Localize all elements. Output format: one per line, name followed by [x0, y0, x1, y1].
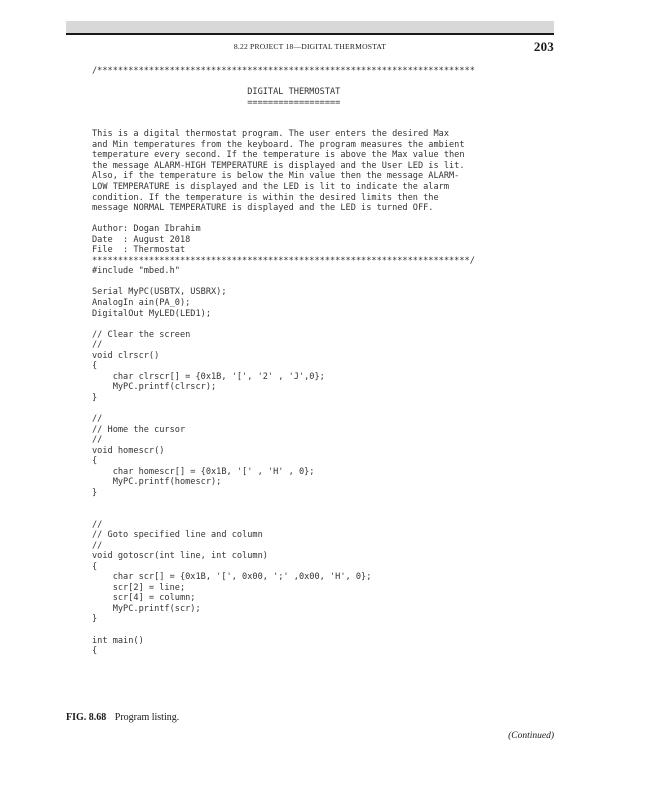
code-line — [92, 277, 552, 288]
code-line: { — [92, 456, 98, 467]
code-line — [92, 498, 552, 509]
code-line: // Home the cursor — [92, 424, 186, 435]
code-line: *************************************************************************/ — [92, 255, 475, 266]
code-line: int main() — [92, 635, 144, 646]
code-line: } — [92, 614, 98, 625]
code-line — [92, 625, 552, 636]
code-line: DIGITAL THERMOSTAT — [92, 87, 341, 98]
code-line: AnalogIn ain(PA_0); — [92, 298, 191, 309]
code-line: scr[2] = line; — [92, 582, 186, 593]
code-line — [92, 404, 552, 415]
code-line: File : Thermostat — [92, 245, 186, 256]
code-line — [92, 214, 552, 225]
code-line: // Clear the screen — [92, 329, 191, 340]
code-line: temperature every second. If the temperature is above the Max value then — [92, 150, 465, 161]
code-line: ================== — [92, 97, 341, 108]
code-line: LOW TEMPERATURE is displayed and the LED is lit to indicate the alarm — [92, 182, 449, 193]
code-line: Also, if the temperature is below the Min value then the message ALARM- — [92, 171, 460, 182]
running-title: 8.22 PROJECT 18—DIGITAL THERMOSTAT — [233, 42, 387, 51]
program-listing — [92, 66, 552, 657]
code-line: MyPC.printf(clrscr); — [92, 382, 217, 393]
code-line: #include "mbed.h" — [92, 266, 180, 277]
figure-label: FIG. 8.68 — [66, 712, 107, 723]
code-line: void gotoscr(int line, int column) — [92, 551, 268, 562]
code-line: Serial MyPC(USBTX, USBRX); — [92, 287, 227, 298]
code-line — [92, 119, 552, 130]
code-line: scr[4] = column; — [92, 593, 196, 604]
code-line: condition. If the temperature is within the desired limits then the — [92, 192, 439, 203]
code-line — [92, 319, 552, 330]
code-line: } — [92, 392, 98, 403]
code-line: DigitalOut MyLED(LED1); — [92, 308, 211, 319]
code-line: // — [92, 519, 103, 530]
code-line: // — [92, 435, 103, 446]
code-line — [92, 77, 552, 88]
code-line: message NORMAL TEMPERATURE is displayed and the LED is turned OFF. — [92, 203, 434, 214]
code-line: This is a digital thermostat program. The user enters the desired Max — [92, 129, 449, 140]
header-rule — [66, 33, 554, 35]
code-line: void homescr() — [92, 445, 165, 456]
code-line: /************************************************************************* — [92, 66, 475, 76]
continued-note: (Continued) — [508, 731, 554, 741]
code-line — [92, 108, 552, 119]
code-line: } — [92, 487, 98, 498]
code-line — [92, 509, 552, 520]
code-line: void clrscr() — [92, 350, 160, 361]
code-line: char scr[] = {0x1B, '[', 0x00, ';' ,0x00, 'H', 0}; — [92, 572, 372, 583]
code-line: // — [92, 414, 103, 425]
figure-caption-text: Program listing. — [114, 712, 180, 723]
code-line: // — [92, 540, 103, 551]
code-line: { — [92, 646, 98, 657]
code-line: Date : August 2018 — [92, 234, 191, 245]
code-line: // — [92, 340, 103, 351]
code-line: { — [92, 361, 98, 372]
page-number: 203 — [533, 39, 554, 54]
code-line: Author: Dogan Ibrahim — [92, 224, 201, 235]
header-shading — [66, 21, 554, 33]
code-line: { — [92, 561, 98, 572]
code-line: MyPC.printf(homescr); — [92, 477, 222, 488]
code-line: char homescr[] = {0x1B, '[' , 'H' , 0}; — [92, 466, 315, 477]
code-line: the message ALARM-HIGH TEMPERATURE is displayed and the User LED is lit. — [92, 160, 465, 171]
code-line: MyPC.printf(scr); — [92, 603, 201, 614]
running-head — [66, 40, 554, 54]
figure-caption — [66, 712, 179, 723]
code-line: and Min temperatures from the keyboard. The program measures the ambient — [92, 139, 465, 150]
code-line: char clrscr[] = {0x1B, '[', '2' , 'J',0}; — [92, 371, 325, 382]
code-line: // Goto specified line and column — [92, 530, 263, 541]
